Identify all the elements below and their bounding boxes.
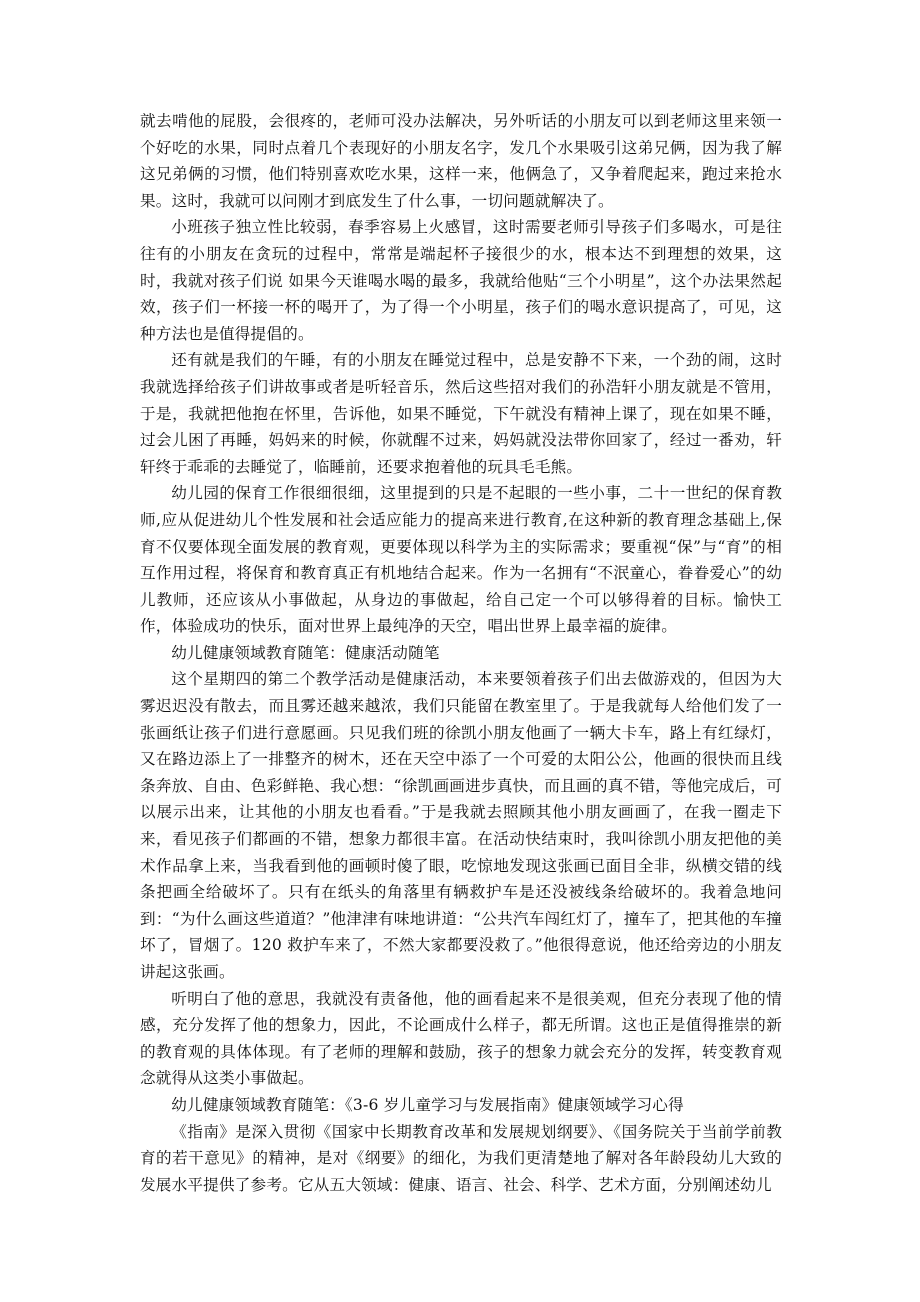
paragraph-nap-time: 还有就是我们的午睡，有的小朋友在睡觉过程中，总是安静不下来，一个劲的闹，这时我就选择给孩子们讲故事或者是听轻音乐，然后这些招对我们的孙浩轩小朋友就是不管用，于是，我就把他抱在怀里，告诉他，如果不睡觉，下午就没有精神上课了，现在如果不睡，过会儿困了再睡，妈妈来的时候，你就醒不过来，妈妈就没法带你回家了，经过一番劝，轩轩终于乖乖的去睡觉了，临睡前，还要求抱着他的玩具毛毛熊。 — [140, 351, 782, 476]
paragraph-drinking-water: 小班孩子独立性比较弱，春季容易上火感冒，这时需要老师引导孩子们多喝水，可是往往有的小朋友在贪玩的过程中，常常是端起杯子接很少的水，根本达不到理想的效果，这时，我就对孩子们说 如果今天谁喝水喝的最多，我就给他贴“三个小明星”，这个办法果然起效，孩子们一杯接一杯的喝开了，为了得一个小明星，孩子们的喝水意识提高了，可见，这种方法也是值得提倡的。 — [140, 218, 782, 343]
section-heading-health-activity: 幼儿健康领域教育随笔：健康活动随笔 — [171, 643, 440, 662]
section-heading-guide-notes: 幼儿健康领域教育随笔：《3-6 岁儿童学习与发展指南》健康领域学习心得 — [171, 1095, 684, 1114]
paragraph-continuation: 就去啃他的屁股，会很疼的，老师可没办法解决，另外听话的小朋友可以到老师这里来领一个好吃的水果，同时点着几个表现好的小朋友名字，发几个水果吸引这弟兄俩，因为我了解这兄弟俩的习惯，他们特别喜欢吃水果，这样一来，他俩急了，又争着爬起来，跑过来抢水果。这时，我就可以问刚才到底发生了什么事，一切问题就解决了。 — [140, 112, 782, 210]
paragraph-drawing-story: 这个星期四的第二个教学活动是健康活动，本来要领着孩子们出去做游戏的，但因为大雾迟迟没有散去，而且雾还越来越浓，我们只能留在教室里了。于是我就每人给他们发了一张画纸让孩子们进行意愿画。只见我们班的徐凯小朋友他画了一辆大卡车，路上有红绿灯，又在路边添上了一排整齐的树木，还在天空中添了一个可爱的太阳公公，他画的很快而且线条奔放、自由、色彩鲜艳、我心想：“徐凯画画进步真快，而且画的真不错，等他完成后，可以展示出来，让其他的小朋友也看看。”于是我就去照顾其他小朋友画画了，在我一圈走下来，看见孩子们都画的不错，想象力都很丰富。在活动快结束时，我叫徐凯小朋友把他的美术作品拿上来，当我看到他的画顿时傻了眼，吃惊地发现这张画已面目全非，纵横交错的线条把画全给破坏了。只有在纸头的角落里有辆救护车是还没被线条给破坏的。我着急地问到：“为什么画这些道道？”他津津有味地讲道：“公共汽车闯红灯了，撞车了，把其他的车撞坏了，冒烟了。120 救护车来了，不然大家都要没救了。”他很得意说，他还给旁边的小朋友讲起这张画。 — [140, 670, 782, 981]
paragraph-reflection: 听明白了他的意思，我就没有责备他，他的画看起来不是很美观，但充分表现了他的情感，充分发挥了他的想象力，因此，不论画成什么样子，都无所谓。这也正是值得推崇的新的教育观的具体体现。有了老师的理解和鼓励，孩子的想象力就会充分的发挥，转变教育观念就得从这类小事做起。 — [140, 989, 782, 1088]
paragraph-childcare-summary: 幼儿园的保育工作很细很细，这里提到的只是不起眼的一些小事，二十一世纪的保育教师,应从促进幼儿个性发展和社会适应能力的提高来进行教育,在这种新的教育理念基础上,保育不仅要体现全面发展的教育观，更要体现以科学为主的实际需求；要重视“保”与“育”的相互作用过程，将保育和教育真正有机地结合起来。作为一名拥有“不泯童心，眷眷爱心”的幼儿教师，还应该从小事做起，从身边的事做起，给自己定一个可以够得着的目标。愉快工作，体验成功的快乐，面对世界上最纯净的天空，唱出世界上最幸福的旋律。 — [140, 484, 782, 636]
paragraph-guide-intro: 《指南》是深入贯彻《国家中长期教育改革和发展规划纲要》、《国务院关于当前学前教育的若干意见》的精神，是对《纲要》的细化，为我们更清楚地了解对各年龄段幼儿大致的发展水平提供了参考。它从五大领域：健康、语言、社会、科学、艺术方面，分别阐述幼儿 — [140, 1122, 782, 1194]
document-page — [140, 108, 782, 1198]
